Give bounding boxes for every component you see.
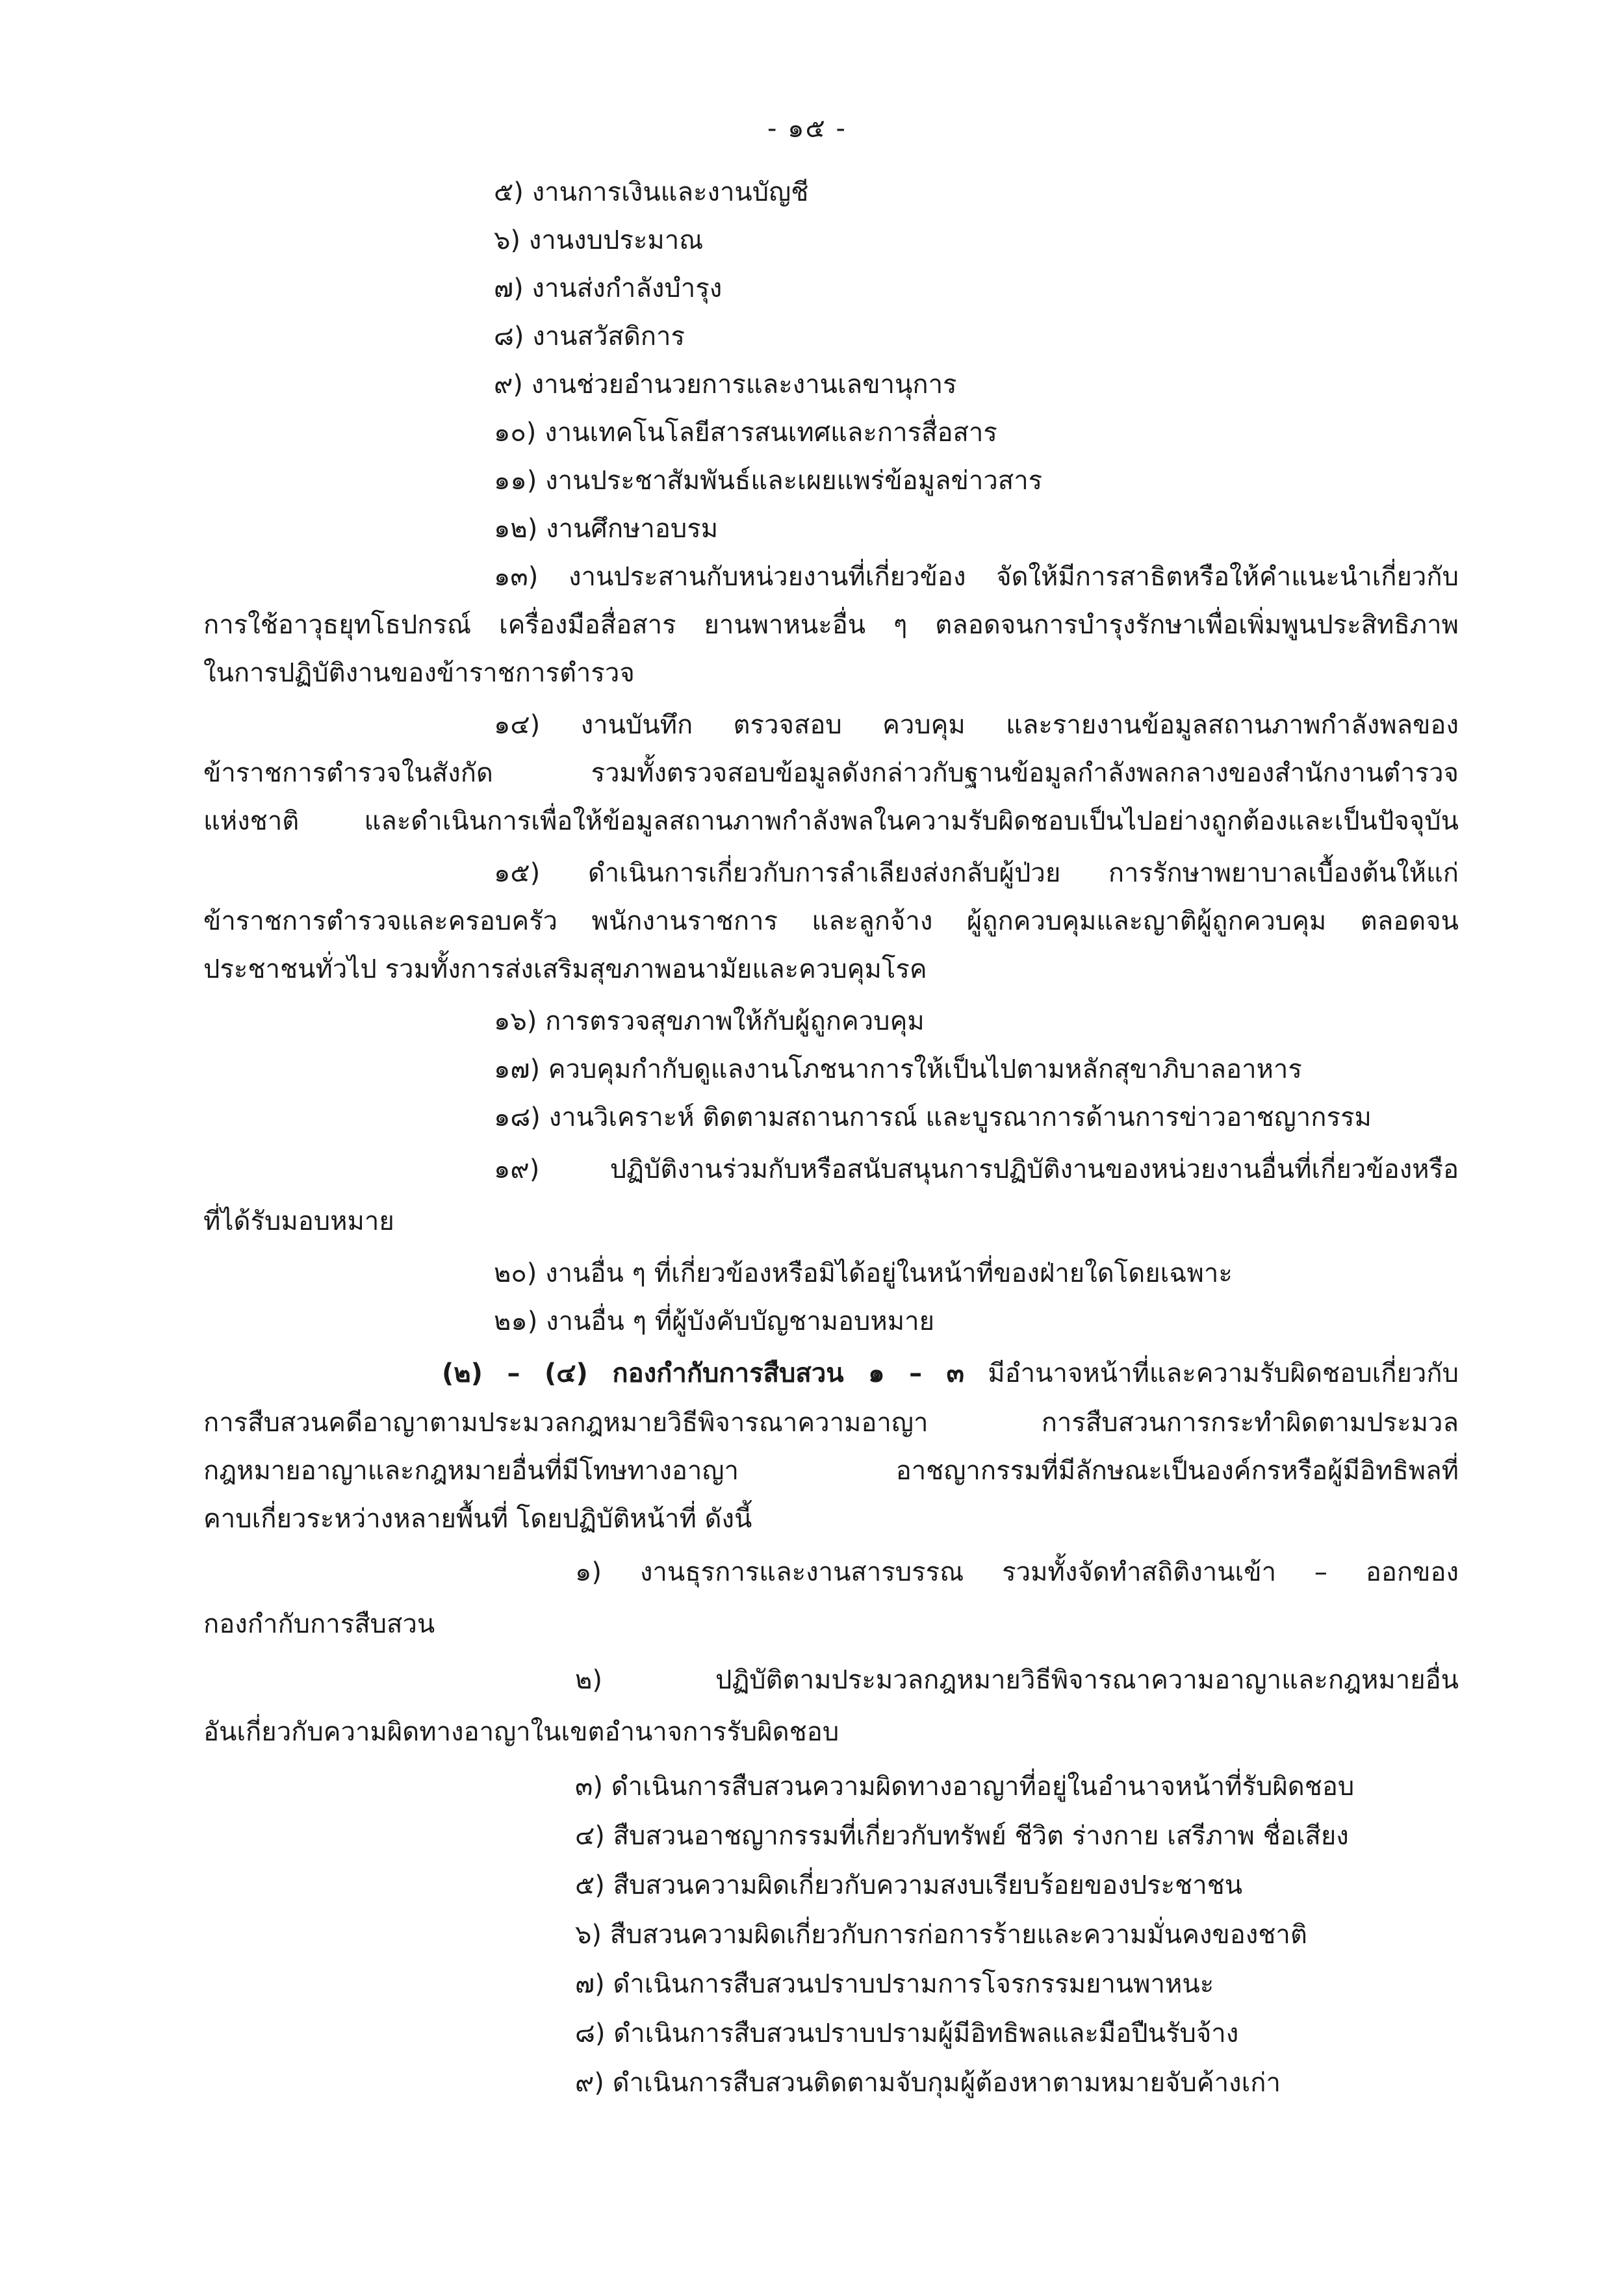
- item-text: งานศึกษาอบรม: [546, 514, 719, 544]
- section-2-item-2-line-1: ๒) ปฏิบัติตามประมวลกฎหมายวิธีพิจารณาความอาญาและกฎหมายอื่น: [575, 1665, 1459, 1695]
- item-number: ๘): [494, 322, 524, 351]
- item-number: ๑๒): [494, 514, 538, 544]
- item-20: ๒๐) งานอื่น ๆ ที่เกี่ยวข้องหรือมิได้อยู่ในหน้าที่ของฝ่ายใดโดยเฉพาะ: [494, 1258, 1233, 1288]
- item-15-line-1: ๑๕) ดำเนินการเกี่ยวกับการลำเลียงส่งกลับผู้ป่วย การรักษาพยาบาลเบื้องต้นให้แก่: [494, 858, 1459, 888]
- item-number: ๑๐): [494, 418, 537, 448]
- section-2-item-1-line-2: กองกำกับการสืบสวน: [203, 1609, 435, 1639]
- section-2-heading-text: มีอำนาจหน้าที่และความรับผิดชอบเกี่ยวกับ: [964, 1358, 1459, 1388]
- list-item: [494, 509, 718, 548]
- page-number: - ๑๕ -: [767, 114, 847, 144]
- section-2-item: ๓) ดำเนินการสืบสวนความผิดทางอาญาที่อยู่ในอำนาจหน้าที่รับผิดชอบ: [575, 1772, 1355, 1802]
- list-item: [494, 461, 1042, 500]
- item-number: ๗): [494, 274, 524, 303]
- section-2-heading: [442, 1354, 1459, 1393]
- item-15-line-2: ข้าราชการตำรวจและครอบครัว พนักงานราชการ และลูกจ้าง ผู้ถูกควบคุมและญาติผู้ถูกควบคุม ตลอดจน: [203, 906, 1459, 936]
- item-19-line-1: ๑๙) ปฏิบัติงานร่วมกับหรือสนับสนุนการปฏิบัติงานของหน่วยงานอื่นที่เกี่ยวข้องหรือ: [494, 1154, 1459, 1184]
- section-2-item: ๘) ดำเนินการสืบสวนปราบปรามผู้มีอิทธิพลและมือปืนรับจ้าง: [575, 2019, 1239, 2048]
- item-text: งานประชาสัมพันธ์และเผยแพร่ข้อมูลข่าวสาร: [545, 466, 1043, 496]
- section-2-para-line-2: การสืบสวนคดีอาญาตามประมวลกฎหมายวิธีพิจารณาความอาญา การสืบสวนการกระทำผิดตามประมวล: [203, 1408, 1459, 1438]
- item-13-line-3: ในการปฏิบัติงานของข้าราชการตำรวจ: [203, 658, 635, 688]
- item-16: ๑๖) การตรวจสุขภาพให้กับผู้ถูกควบคุม: [494, 1006, 925, 1036]
- item-text: งานการเงินและงานบัญชี: [532, 177, 809, 207]
- item-13-line-2: การใช้อาวุธยุทโธปกรณ์ เครื่องมือสื่อสาร ยานพาหนะอื่น ๆ ตลอดจนการบำรุงรักษาเพื่อเพิ่มพูนประสิทธิภาพ: [203, 610, 1459, 640]
- section-2-para-line-3: กฎหมายอาญาและกฎหมายอื่นที่มีโทษทางอาญา อาชญากรรมที่มีลักษณะเป็นองค์กรหรือผู้มีอิทธิพลที่: [203, 1456, 1459, 1486]
- section-2-item: ๖) สืบสวนความผิดเกี่ยวกับการก่อการร้ายและความมั่นคงของชาติ: [575, 1920, 1307, 1950]
- item-text: งานช่วยอำนวยการและงานเลขานุการ: [531, 370, 957, 400]
- item-text: งานส่งกำลังบำรุง: [532, 274, 723, 303]
- section-2-item-2-line-2: อันเกี่ยวกับความผิดทางอาญาในเขตอำนาจการรับผิดชอบ: [203, 1717, 839, 1747]
- section-2-item: ๔) สืบสวนอาชญากรรมที่เกี่ยวกับทรัพย์ ชีวิต ร่างกาย เสรีภาพ ชื่อเสียง: [575, 1821, 1349, 1851]
- item-number: ๖): [494, 225, 520, 255]
- item-18: ๑๘) งานวิเคราะห์ ติดตามสถานการณ์ และบูรณาการด้านการข่าวอาชญากรรม: [494, 1103, 1372, 1132]
- section-2-para-line-4: คาบเกี่ยวระหว่างหลายพื้นที่ โดยปฏิบัติหน้าที่ ดังนี้: [203, 1504, 752, 1534]
- list-item: [494, 413, 997, 452]
- list-item: [494, 365, 957, 404]
- item-number: ๙): [494, 370, 523, 400]
- item-14-line-3: แห่งชาติ และดำเนินการเพื่อให้ข้อมูลสถานภาพกำลังพลในความรับผิดชอบเป็นไปอย่างถูกต้องและเป็นปัจจุบัน: [203, 806, 1459, 836]
- list-item: [494, 269, 722, 308]
- item-14-line-2: ข้าราชการตำรวจในสังกัด รวมทั้งตรวจสอบข้อมูลดังกล่าวกับฐานข้อมูลกำลังพลกลางของสำนักงานตำรวจ: [203, 758, 1459, 788]
- section-2-title: (๒) – (๔) กองกำกับการสืบสวน ๑ – ๓: [442, 1358, 964, 1388]
- item-13-line-1: ๑๓) งานประสานกับหน่วยงานที่เกี่ยวข้อง จัดให้มีการสาธิตหรือให้คำแนะนำเกี่ยวกับ: [494, 562, 1459, 592]
- item-number: ๑๑): [494, 466, 537, 496]
- section-2-item: ๙) ดำเนินการสืบสวนติดตามจับกุมผู้ต้องหาตามหมายจับค้างเก่า: [575, 2068, 1281, 2098]
- item-text: งานงบประมาณ: [528, 225, 704, 255]
- list-item: [494, 317, 685, 356]
- section-2-item: ๗) ดำเนินการสืบสวนปราบปรามการโจรกรรมยานพาหนะ: [575, 1969, 1214, 1999]
- item-14-line-1: ๑๔) งานบันทึก ตรวจสอบ ควบคุม และรายงานข้อมูลสถานภาพกำลังพลของ: [494, 710, 1459, 740]
- section-2-item-1-line-1: ๑) งานธุรการและงานสารบรรณ รวมทั้งจัดทำสถิติงานเข้า – ออกของ: [575, 1557, 1459, 1587]
- item-21: ๒๑) งานอื่น ๆ ที่ผู้บังคับบัญชามอบหมาย: [494, 1307, 935, 1336]
- item-17: ๑๗) ควบคุมกำกับดูแลงานโภชนาการให้เป็นไปตามหลักสุขาภิบาลอาหาร: [494, 1054, 1302, 1084]
- list-item: [494, 221, 703, 260]
- item-text: งานสวัสดิการ: [532, 322, 685, 351]
- section-2-item: ๕) สืบสวนความผิดเกี่ยวกับความสงบเรียบร้อยของประชาชน: [575, 1870, 1243, 1900]
- item-19-line-2: ที่ได้รับมอบหมาย: [203, 1206, 394, 1236]
- item-number: ๕): [494, 177, 524, 207]
- list-item: [494, 173, 808, 212]
- item-15-line-3: ประชาชนทั่วไป รวมทั้งการส่งเสริมสุขภาพอนามัยและควบคุมโรค: [203, 954, 927, 984]
- item-text: งานเทคโนโลยีสารสนเทศและการสื่อสาร: [544, 418, 997, 448]
